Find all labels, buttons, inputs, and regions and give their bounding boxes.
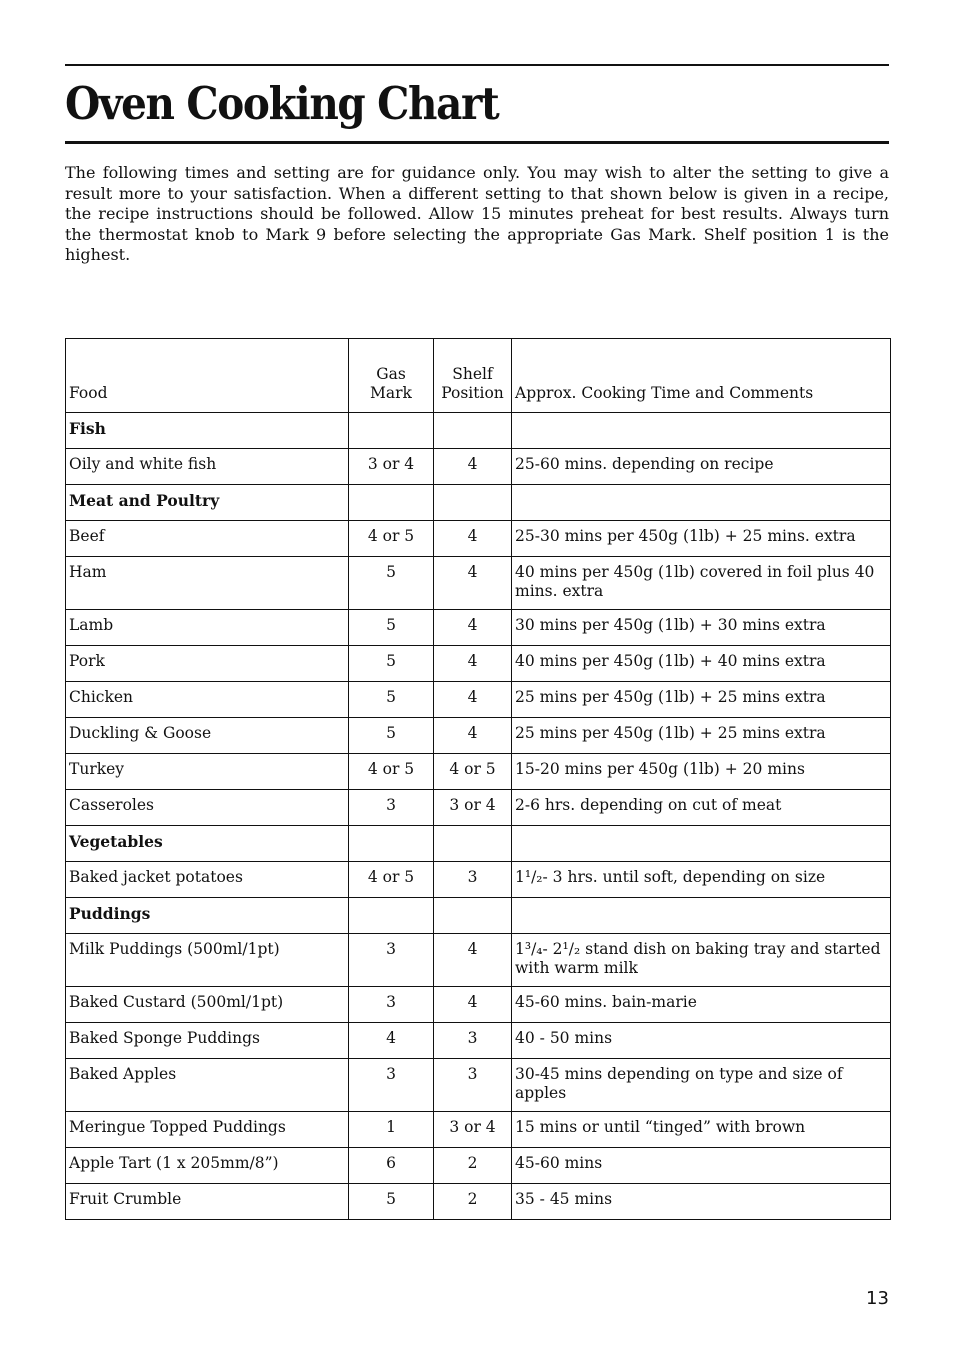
shelf-cell: 4 bbox=[434, 610, 512, 646]
gas-mark-cell: 4 or 5 bbox=[349, 754, 434, 790]
shelf-cell: 3 or 4 bbox=[434, 790, 512, 826]
header-comments: Approx. Cooking Time and Comments bbox=[512, 339, 891, 413]
food-cell: Baked Apples bbox=[66, 1059, 349, 1112]
shelf-cell: 3 bbox=[434, 1023, 512, 1059]
section-row-fish bbox=[66, 413, 891, 449]
shelf-cell: 4 bbox=[434, 718, 512, 754]
comments-cell bbox=[512, 826, 891, 862]
comments-cell: 30 mins per 450g (1lb) + 30 mins extra bbox=[512, 610, 891, 646]
food-cell: Baked Custard (500ml/1pt) bbox=[66, 987, 349, 1023]
comments-cell: 25 mins per 450g (1lb) + 25 mins extra bbox=[512, 718, 891, 754]
food-cell: Oily and white fish bbox=[66, 449, 349, 485]
food-cell: Chicken bbox=[66, 682, 349, 718]
header-gas-line2: Mark bbox=[370, 384, 412, 402]
shelf-cell bbox=[434, 826, 512, 862]
comments-cell: 15-20 mins per 450g (1lb) + 20 mins bbox=[512, 754, 891, 790]
intro-paragraph: The following times and setting are for guidance only. You may wish to alter the setting to give a result more to your satisfaction. When a different setting to that shown below is given in a recipe, the recipe instructions should be followed. Allow 15 minutes preheat for best results. Always turn the thermostat knob to Mark 9 before selecting the appropriate Gas Mark. Shelf position 1 is the highest. bbox=[65, 163, 889, 264]
food-cell: Baked jacket potatoes bbox=[66, 862, 349, 898]
food-cell: Pork bbox=[66, 646, 349, 682]
section-row-puddings bbox=[66, 898, 891, 934]
table-row bbox=[66, 1112, 891, 1148]
section-label: Puddings bbox=[66, 898, 349, 934]
comments-cell bbox=[512, 413, 891, 449]
gas-mark-cell: 6 bbox=[349, 1148, 434, 1184]
cooking-chart-table bbox=[65, 338, 891, 1220]
page-number: 13 bbox=[866, 1288, 889, 1309]
shelf-cell: 4 bbox=[434, 646, 512, 682]
gas-mark-cell: 4 or 5 bbox=[349, 862, 434, 898]
comments-cell: 2-6 hrs. depending on cut of meat bbox=[512, 790, 891, 826]
header-gas-mark bbox=[349, 339, 434, 413]
comments-cell: 35 - 45 mins bbox=[512, 1184, 891, 1220]
header-gas-line1: Gas bbox=[376, 365, 406, 383]
table-row bbox=[66, 1023, 891, 1059]
shelf-cell: 2 bbox=[434, 1148, 512, 1184]
table-row bbox=[66, 1184, 891, 1220]
shelf-cell bbox=[434, 485, 512, 521]
comments-cell: 40 - 50 mins bbox=[512, 1023, 891, 1059]
header-shelf-line2: Position bbox=[441, 384, 504, 402]
food-cell: Beef bbox=[66, 521, 349, 557]
section-label: Meat and Poultry bbox=[66, 485, 349, 521]
table-row bbox=[66, 790, 891, 826]
comments-cell: 25 mins per 450g (1lb) + 25 mins extra bbox=[512, 682, 891, 718]
food-cell: Casseroles bbox=[66, 790, 349, 826]
gas-mark-cell: 5 bbox=[349, 1184, 434, 1220]
shelf-cell: 4 bbox=[434, 682, 512, 718]
table-header-row bbox=[66, 339, 891, 413]
table-row bbox=[66, 754, 891, 790]
gas-mark-cell: 4 or 5 bbox=[349, 521, 434, 557]
gas-mark-cell: 5 bbox=[349, 646, 434, 682]
table-row bbox=[66, 610, 891, 646]
gas-mark-cell: 5 bbox=[349, 610, 434, 646]
shelf-cell: 2 bbox=[434, 1184, 512, 1220]
top-rule bbox=[65, 64, 889, 66]
comments-cell: 1¹/₂- 3 hrs. until soft, depending on size bbox=[512, 862, 891, 898]
shelf-cell bbox=[434, 413, 512, 449]
header-shelf-position bbox=[434, 339, 512, 413]
comments-cell: 40 mins per 450g (1lb) + 40 mins extra bbox=[512, 646, 891, 682]
gas-mark-cell: 5 bbox=[349, 682, 434, 718]
shelf-cell: 4 bbox=[434, 449, 512, 485]
table-row bbox=[66, 1059, 891, 1112]
gas-mark-cell: 1 bbox=[349, 1112, 434, 1148]
table-row bbox=[66, 682, 891, 718]
comments-cell: 45-60 mins. bain-marie bbox=[512, 987, 891, 1023]
shelf-cell: 3 bbox=[434, 1059, 512, 1112]
table-row bbox=[66, 557, 891, 610]
shelf-cell: 3 bbox=[434, 862, 512, 898]
food-cell: Baked Sponge Puddings bbox=[66, 1023, 349, 1059]
food-cell: Meringue Topped Puddings bbox=[66, 1112, 349, 1148]
shelf-cell: 3 or 4 bbox=[434, 1112, 512, 1148]
shelf-cell: 4 bbox=[434, 521, 512, 557]
comments-cell: 15 mins or until “tinged” with brown bbox=[512, 1112, 891, 1148]
gas-mark-cell: 5 bbox=[349, 718, 434, 754]
shelf-cell: 4 bbox=[434, 987, 512, 1023]
shelf-cell bbox=[434, 898, 512, 934]
food-cell: Duckling & Goose bbox=[66, 718, 349, 754]
gas-mark-cell: 3 bbox=[349, 987, 434, 1023]
table-row bbox=[66, 521, 891, 557]
table-row bbox=[66, 449, 891, 485]
section-row-meat-poultry bbox=[66, 485, 891, 521]
comments-cell bbox=[512, 485, 891, 521]
table-row bbox=[66, 934, 891, 987]
food-cell: Milk Puddings (500ml/1pt) bbox=[66, 934, 349, 987]
food-cell: Fruit Crumble bbox=[66, 1184, 349, 1220]
gas-mark-cell: 3 bbox=[349, 934, 434, 987]
section-row-vegetables bbox=[66, 826, 891, 862]
shelf-cell: 4 bbox=[434, 934, 512, 987]
food-cell: Apple Tart (1 x 205mm/8”) bbox=[66, 1148, 349, 1184]
comments-cell: 1³/₄- 2¹/₂ stand dish on baking tray and started with warm milk bbox=[512, 934, 891, 987]
header-food: Food bbox=[66, 339, 349, 413]
page-title: Oven Cooking Chart bbox=[65, 77, 499, 130]
table-row bbox=[66, 1148, 891, 1184]
comments-cell: 30-45 mins depending on type and size of apples bbox=[512, 1059, 891, 1112]
gas-mark-cell bbox=[349, 898, 434, 934]
food-cell: Ham bbox=[66, 557, 349, 610]
table-row bbox=[66, 718, 891, 754]
gas-mark-cell: 3 or 4 bbox=[349, 449, 434, 485]
comments-cell: 40 mins per 450g (1lb) covered in foil plus 40 mins. extra bbox=[512, 557, 891, 610]
section-label: Fish bbox=[66, 413, 349, 449]
gas-mark-cell: 4 bbox=[349, 1023, 434, 1059]
comments-cell: 45-60 mins bbox=[512, 1148, 891, 1184]
comments-cell: 25-60 mins. depending on recipe bbox=[512, 449, 891, 485]
gas-mark-cell: 3 bbox=[349, 790, 434, 826]
food-cell: Turkey bbox=[66, 754, 349, 790]
food-cell: Lamb bbox=[66, 610, 349, 646]
gas-mark-cell bbox=[349, 485, 434, 521]
gas-mark-cell bbox=[349, 826, 434, 862]
shelf-cell: 4 bbox=[434, 557, 512, 610]
header-shelf-line1: Shelf bbox=[452, 365, 493, 383]
gas-mark-cell: 3 bbox=[349, 1059, 434, 1112]
table-row bbox=[66, 987, 891, 1023]
section-label: Vegetables bbox=[66, 826, 349, 862]
table-row bbox=[66, 862, 891, 898]
title-underline bbox=[65, 141, 889, 144]
comments-cell bbox=[512, 898, 891, 934]
gas-mark-cell: 5 bbox=[349, 557, 434, 610]
shelf-cell: 4 or 5 bbox=[434, 754, 512, 790]
gas-mark-cell bbox=[349, 413, 434, 449]
comments-cell: 25-30 mins per 450g (1lb) + 25 mins. extra bbox=[512, 521, 891, 557]
table-row bbox=[66, 646, 891, 682]
